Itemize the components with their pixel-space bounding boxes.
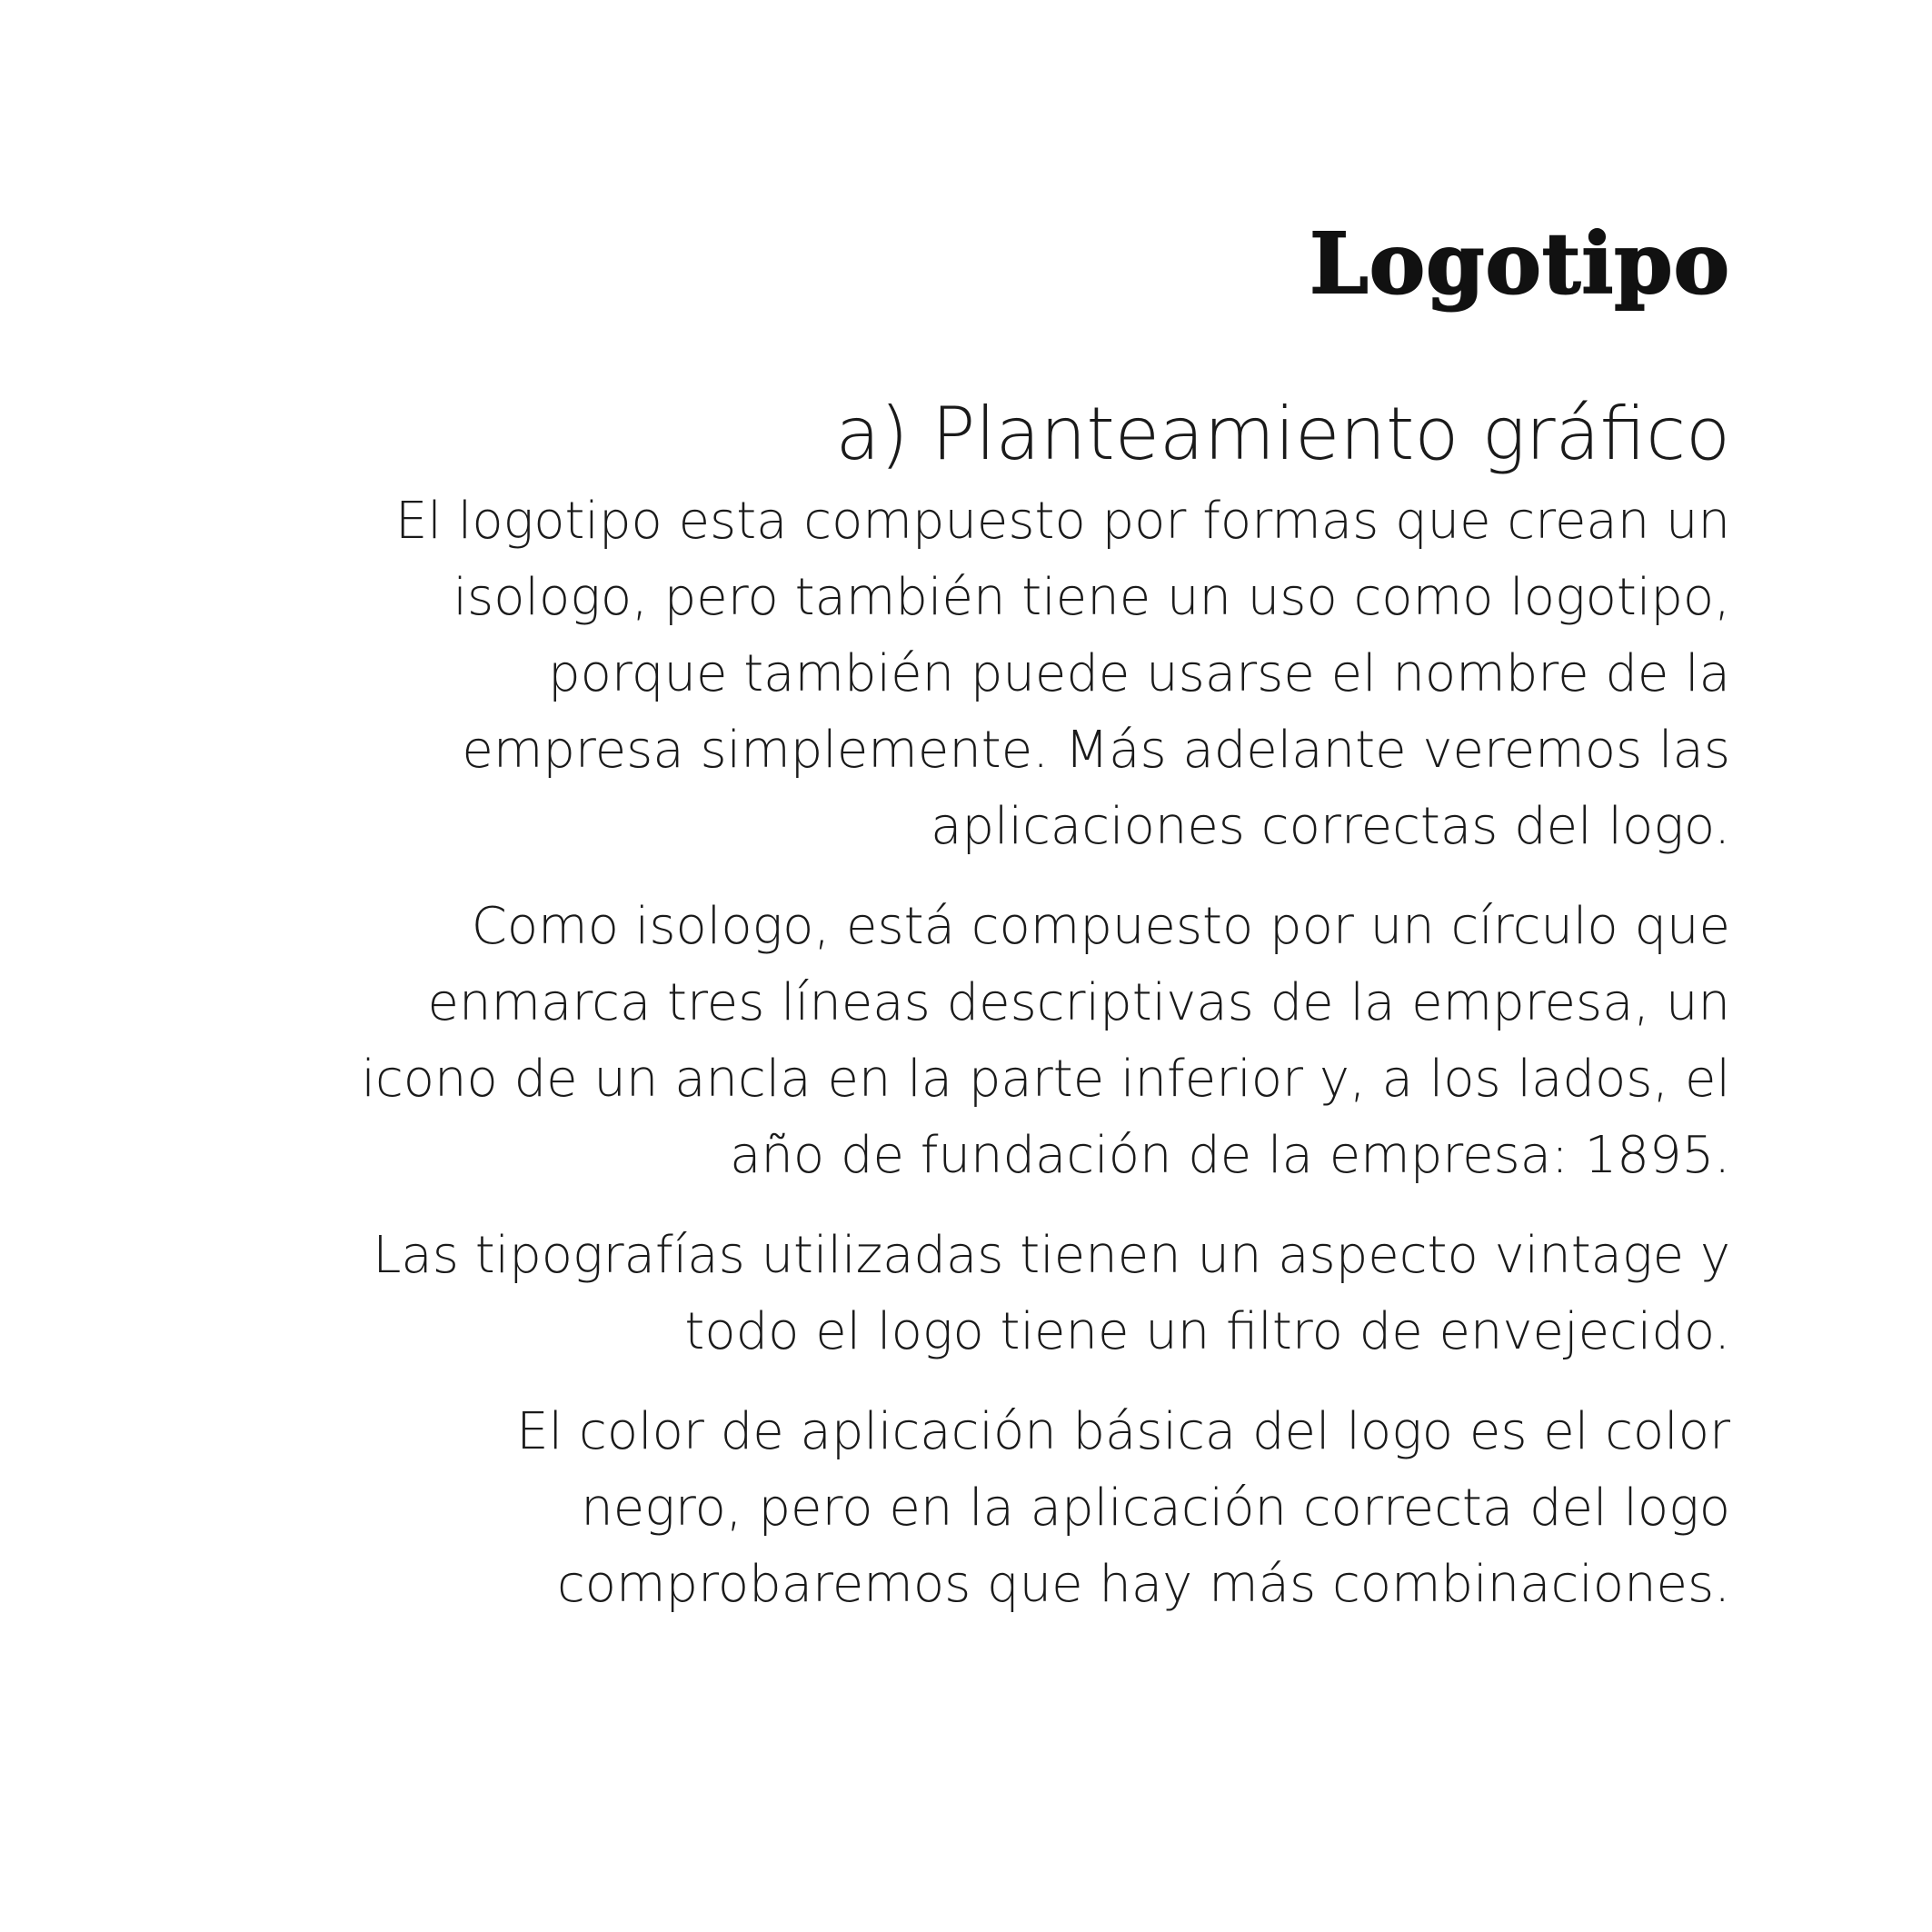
text-line: porque también puede usarse el nombre de la (548, 644, 1730, 703)
section-subtitle: a) Planteamiento gráfico (835, 392, 1730, 476)
text-line: icono de un ancla en la parte inferior y, a los lados, el (361, 1050, 1730, 1109)
text-line: El logotipo esta compuesto por formas que crean un (395, 492, 1730, 551)
paragraph-logotipo-description (185, 483, 1730, 865)
text-line: negro, pero en la aplicación correcta del logo (581, 1479, 1730, 1538)
page-title: Logotipo (1310, 214, 1730, 313)
paragraph-typography (185, 1218, 1730, 1370)
text-line: comprobaremos que hay más combinaciones. (556, 1555, 1730, 1614)
text-line: Las tipografías utilizadas tienen un aspecto vintage y (373, 1226, 1730, 1285)
text-line: todo el logo tiene un filtro de envejecido. (684, 1302, 1730, 1361)
text-line: año de fundación de la empresa: 1895. (730, 1126, 1730, 1185)
text-line: isologo, pero también tiene un uso como logotipo, (453, 568, 1730, 627)
paragraph-isologo-description (185, 889, 1730, 1194)
paragraph-color (185, 1394, 1730, 1623)
text-line: Como isologo, está compuesto por un círculo que (471, 897, 1730, 956)
content-column (185, 214, 1730, 1623)
text-line: aplicaciones correctas del logo. (931, 797, 1730, 856)
text-line: empresa simplemente. Más adelante veremos las (462, 721, 1730, 780)
text-line: enmarca tres líneas descriptivas de la empresa, un (427, 973, 1730, 1032)
text-line: El color de aplicación básica del logo es el color (516, 1402, 1730, 1461)
